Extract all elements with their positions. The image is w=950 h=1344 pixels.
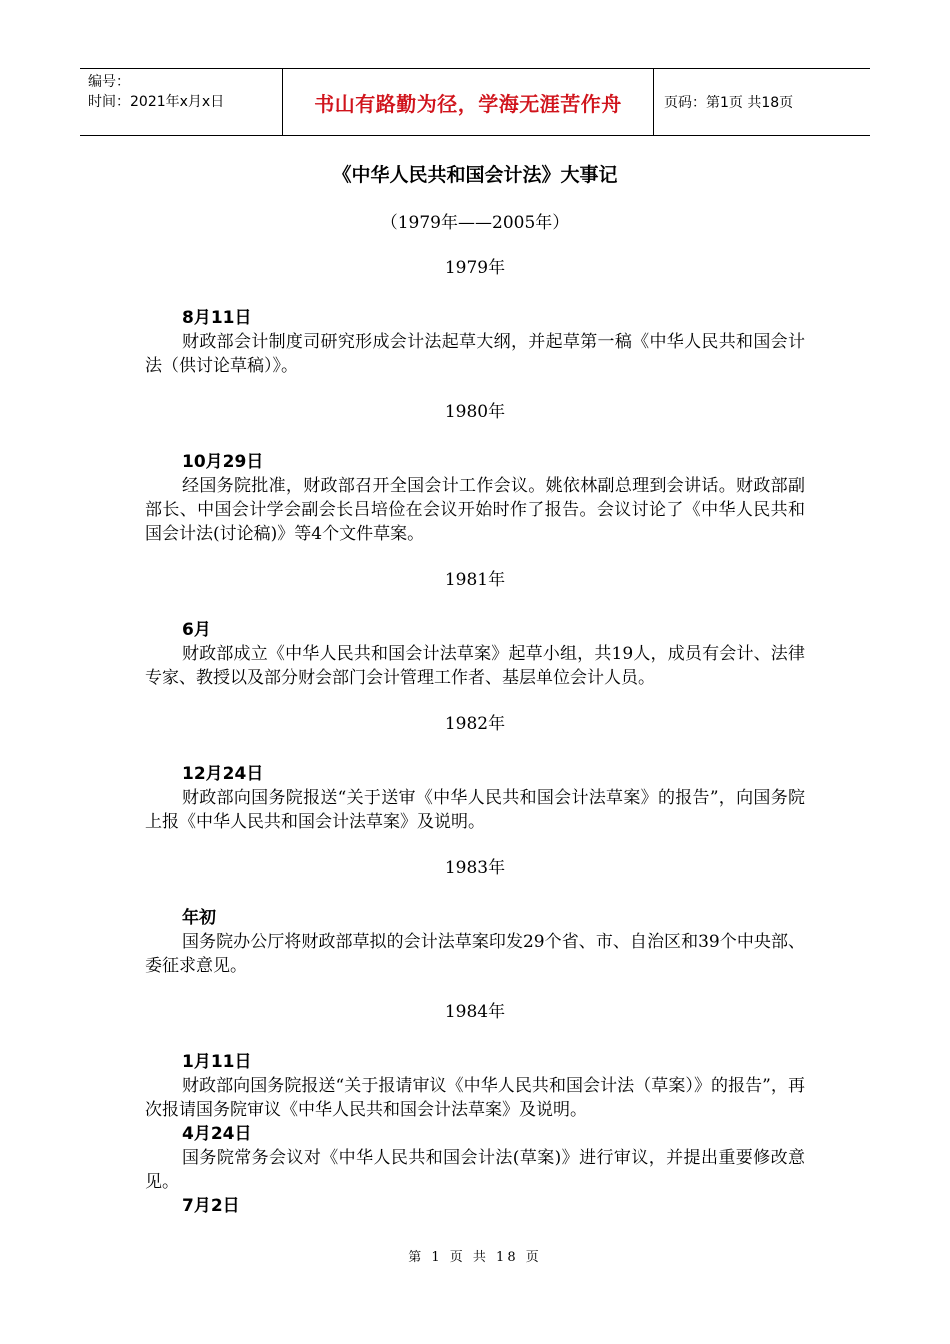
header-meta [80, 69, 282, 135]
chronicle-entry [145, 450, 805, 546]
number-label: 编号： [88, 74, 130, 90]
year-heading: 1980年 [444, 402, 506, 422]
chronicle-entry [145, 1122, 805, 1194]
year-section [145, 256, 805, 378]
entry-date: 10月29日 [182, 452, 264, 472]
year-section [145, 712, 805, 834]
year-section [145, 568, 805, 690]
year-heading: 1982年 [444, 714, 506, 734]
document-subtitle: （1979年——2005年） [380, 213, 570, 233]
year-heading: 1983年 [444, 858, 506, 878]
document-header [80, 68, 870, 136]
page-footer: 第 1 页 共 18 页 [408, 1250, 542, 1265]
entry-text: 经国务院批准，财政部召开全国会计工作会议。姚依林副总理到会讲话。财政部副部长、中国会计学会副会长吕培俭在会议开始时作了报告。会议讨论了《中华人民共和国会计法(讨论稿)》等4个文件草案。 [145, 476, 805, 544]
chronicle-entry [145, 618, 805, 690]
entry-text: 财政部向国务院报送“关于报请审议《中华人民共和国会计法（草案）》的报告”，再次报请国务院审议《中华人民共和国会计法草案》及说明。 [145, 1076, 805, 1120]
chronicle-entry [145, 306, 805, 378]
year-section [145, 1000, 805, 1218]
entry-date: 1月11日 [182, 1052, 252, 1072]
entry-date: 4月24日 [182, 1124, 252, 1144]
time-label: 时间：2021年x月x日 [88, 94, 225, 110]
chronicle-entry [145, 1050, 805, 1122]
document-title: 《中华人民共和国会计法》大事记 [332, 164, 618, 186]
year-heading: 1979年 [444, 258, 506, 278]
entry-text: 国务院常务会议对《中华人民共和国会计法(草案)》进行审议，并提出重要修改意见。 [145, 1148, 805, 1192]
year-section [145, 856, 805, 978]
entry-date: 8月11日 [182, 308, 252, 328]
entry-date: 年初 [182, 908, 216, 928]
entry-date: 12月24日 [182, 764, 264, 784]
header-page-info: 页码：第1页 共18页 [664, 95, 794, 111]
chronicle-content [145, 248, 805, 1240]
entry-text: 财政部成立《中华人民共和国会计法草案》起草小组，共19人，成员有会计、法律专家、教授以及部分财会部门会计管理工作者、基层单位会计人员。 [145, 644, 805, 688]
chronicle-entry [145, 1194, 805, 1218]
header-motto: 书山有路勤为径，学海无涯苦作舟 [282, 69, 654, 135]
year-heading: 1981年 [444, 570, 506, 590]
entry-text: 财政部向国务院报送“关于送审《中华人民共和国会计法草案》的报告”，向国务院上报《中华人民共和国会计法草案》及说明。 [145, 788, 805, 832]
entry-date: 6月 [182, 620, 211, 640]
entry-text: 国务院办公厅将财政部草拟的会计法草案印发29个省、市、自治区和39个中央部、委征求意见。 [145, 932, 805, 976]
chronicle-entry [145, 762, 805, 834]
year-section [145, 400, 805, 546]
entry-date: 7月2日 [182, 1196, 240, 1216]
year-heading: 1984年 [444, 1002, 506, 1022]
chronicle-entry [145, 906, 805, 978]
entry-text: 财政部会计制度司研究形成会计法起草大纲，并起草第一稿《中华人民共和国会计法（供讨论草稿）》。 [145, 332, 805, 376]
